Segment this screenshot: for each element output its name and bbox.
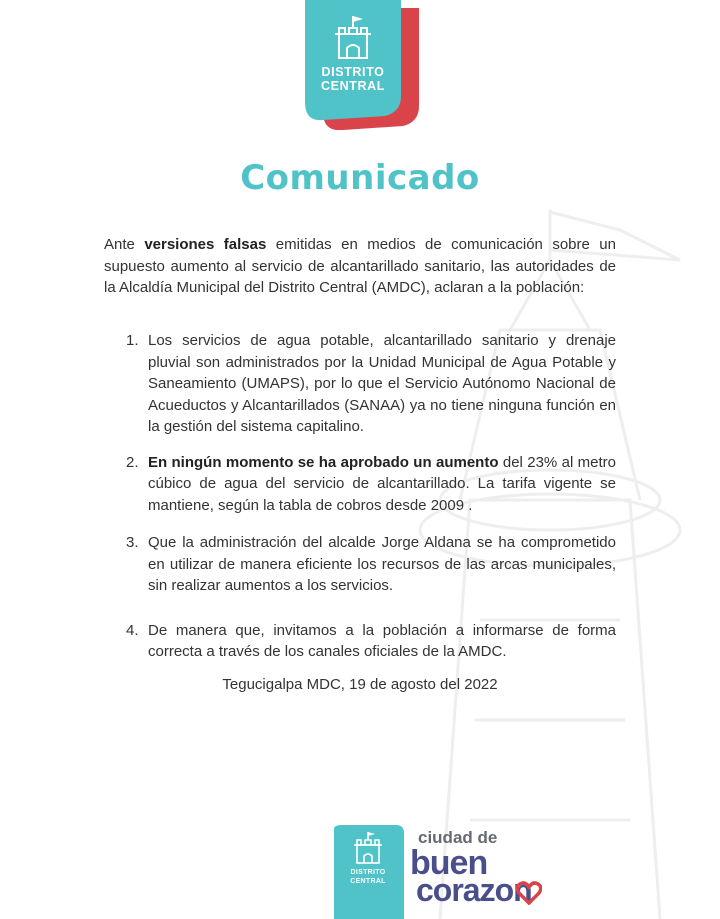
dateline: Tegucigalpa MDC, 19 de agosto del 2022	[222, 676, 498, 693]
list-item: 3. Que la administración del alcalde Jorge Aldana se ha comprometido en utilizar de manera eficiente los recursos de las arcas municipales, sin realizar aumentos a los servicios.	[126, 534, 616, 594]
intro-bold: versiones falsas	[144, 236, 267, 253]
page-title: Comunicado	[240, 158, 480, 198]
footer-badge: DISTRITO CENTRAL	[334, 825, 404, 919]
statement-list	[104, 330, 616, 663]
logo-line-2: buen	[410, 844, 488, 882]
heart-icon	[516, 881, 542, 905]
distrito-central-badge	[305, 0, 420, 130]
list-item: 2. En ningún momento se ha aprobado un aumento del 23% al metro cúbico de agua del servicio de alcantarillado. La tarifa vigente se mantiene, según la tabla de cobros desde 2009 .	[126, 453, 616, 514]
intro-paragraph: Ante versiones falsas emitidas en medios de comunicación sobre un supuesto aumento al servicio de alcantarillado sanitario, las autoridades de la Alcaldía Municipal del Distrito Central (AMDC), aclaran a la población:	[104, 236, 616, 296]
logo-line-1: ciudad de	[418, 828, 498, 847]
list-item: 1. Los servicios de agua potable, alcantarillado sanitario y drenaje pluvial son administrados por la Unidad Municipal de Agua Potable y Saneamiento (UMAPS), por lo que el Servicio Autónomo Nacional de Acueductos y Alcantarillados (SANAA) ya no tiene ninguna función en la gestión del sistema capitalino.	[126, 332, 616, 435]
logo-line-3: corazon	[416, 872, 532, 908]
badge-line-1: DISTRITO	[321, 65, 385, 79]
badge-line-2: CENTRAL	[321, 79, 385, 93]
list-item: 4. De manera que, invitamos a la población a informarse de forma correcta a través de los canales oficiales de la AMDC.	[126, 621, 616, 660]
